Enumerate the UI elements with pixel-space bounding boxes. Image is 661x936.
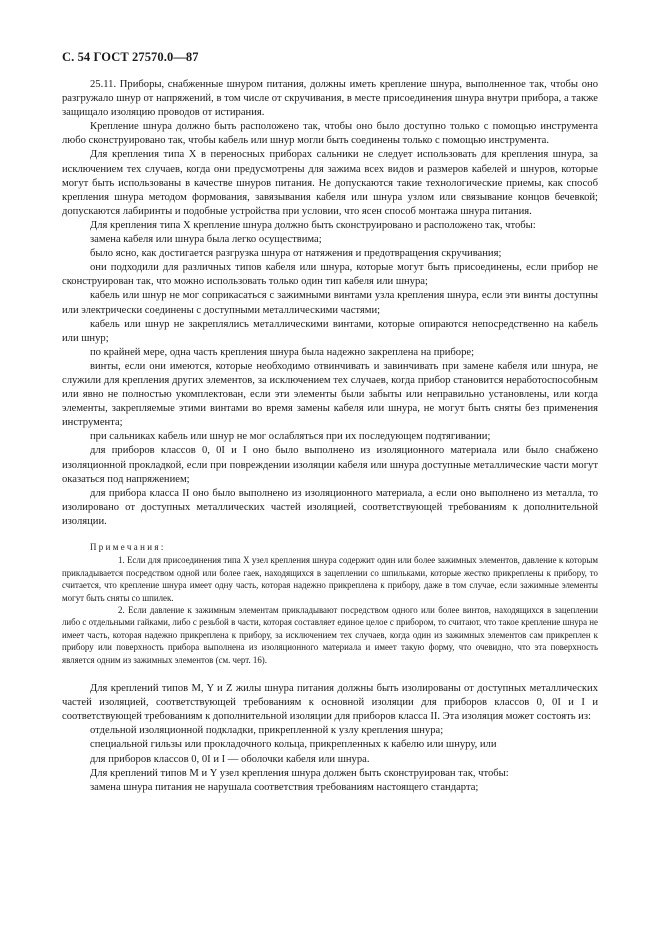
list-item: кабель или шнур не мог соприкасаться с зажимными винтами узла крепления шнура, если эти винты доступны или электрически соединены с доступными металлическими частями; xyxy=(62,290,598,316)
list-item: кабель или шнур не закреплялись металлическими винтами, которые опираются непосредственно на кабель или шнур; xyxy=(62,318,598,344)
list-item: винты, если они имеются, которые необходимо отвинчивать и завинчивать при замене кабеля или шнура, не служили для крепления других элементов, за исключением тех случаев, когда прибор становится неработоспособным или явно не полностью укомплектован, если эти элементы были забыты или неправильно установлены, или когда элементы, закрепляемые этими винтами во время замены кабеля или шнура, не могут быть сняты без применения инструмента; xyxy=(62,360,598,429)
notes-title: Примечания: xyxy=(90,542,166,552)
paragraph: Крепление шнура должно быть расположено так, чтобы оно было доступно только с помощью инструмента любо сконструировано так, чтобы кабель или шнур могли быть соединены только с помощью инструмента. xyxy=(62,121,598,147)
paragraph: Для крепления типа X крепление шнура должно быть сконструировано и расположено так, чтобы: xyxy=(90,219,536,231)
paragraph: Для креплений типов M и Y узел крепления шнура должен быть сконструирован так, чтобы: xyxy=(90,767,509,779)
page-header: С. 54 ГОСТ 27570.0—87 xyxy=(62,50,199,64)
paragraph: Для крепления типа X в переносных приборах сальники не следует использовать для крепления шнура, за исключением тех случаев, когда они предусмотрены для зажима всех видов и размеров кабелей и шнуров, которые могут быть использованы в качестве шнуров питания. Не допускаются такие технологические приемы, как способ крепления шнура методом формования, завязывания кабеля или шнура узлом или связывание концов бечевкой; допускаются лабиринты и подобные устройства при условии, что ясен способ монтажа шнура питания. xyxy=(62,149,598,217)
list-item: при сальниках кабель или шнур не мог ослабляться при их последующем подтягивании; xyxy=(90,431,491,443)
list-item: они подходили для различных типов кабеля или шнура, которые могут быть присоединены, если прибор не сконструирован так, что можно использовать только один тип кабеля или шнура; xyxy=(62,262,598,288)
note-item: 1. Если для присоединения типа X узел крепления шнура содержит один или более зажимных элементов, давление к которым прикладывается посредством одной или более гаек, находящихся в зацеплении со шпильками, которые жестко прикреплены к прибору, то считается, что крепление шнура имеет одну часть, которая надежно прикреплена к прибору, даже в том случае, если зажимные элементы могут быть сняты со шпилек. xyxy=(62,555,598,603)
list-item: по крайней мере, одна часть крепления шнура была надежно закреплена на приборе; xyxy=(90,346,475,358)
list-item: отдельной изоляционной подкладки, прикрепленной к узлу крепления шнура; xyxy=(90,725,444,737)
paragraph: Для креплений типов M, Y и Z жилы шнура питания должны быть изолированы от доступных металлических частей изоляцией, соответствующей требованиям к основной изоляции для приборов классов 0, 0I и I и соответствующей требованиям к дополнительной изоляции для приборов класса II. Эта изоляция может состоять из: xyxy=(62,683,598,723)
note-item: 2. Если давление к зажимным элементам прикладывают посредством одного или более винтов, находящихся в зацеплении либо с отдельными гайками, либо с резьбой в части, которая составляет единое целое с прибором, то считают, что такое крепление шнура не имеет часть, которая надежно прикреплена к прибору, за исключением тех случаев, когда один из зажимных элементов сам прикреплен к прибору или поверхность прибора выполнена из изоляционного материала и имеет такую форму, что очевидно, что эта поверхность является одним из зажимных элементов (см. черт. 16). xyxy=(62,605,598,665)
section-types-myz xyxy=(62,682,598,795)
list-item: специальной гильзы или прокладочного кольца, прикрепленных к кабелю или шнуру, или xyxy=(90,739,497,751)
list-item: для прибора класса II оно было выполнено из изоляционного материала, а если оно выполнено из металла, то изолировано от доступных металлических частей изоляцией, соответствующей требованиям к дополнительной изоляции. xyxy=(62,487,598,527)
paragraph: 25.11. Приборы, снабженные шнуром питания, должны иметь крепление шнура, выполненное так, чтобы оно разгружало шнур от напряжений, в том числе от скручивания, в месте присоединения шнура внутри прибора, а также защищало изоляцию проводов от истирания. xyxy=(62,79,598,119)
list-item: для приборов классов 0, 0I и I оно было выполнено из изоляционного материала или было снабжено изоляционной прокладкой, если при повреждении изоляции кабеля или шнура доступные металлические части могут оказаться под напряжением; xyxy=(62,445,598,485)
notes-block xyxy=(62,541,598,666)
list-item: для приборов классов 0, 0I и I — оболочки кабеля или шнура. xyxy=(90,753,370,765)
list-item: замена кабеля или шнура была легко осуществима; xyxy=(90,234,322,246)
list-item: было ясно, как достигается разгрузка шнура от натяжения и предотвращения скручивания; xyxy=(90,248,502,260)
document-body xyxy=(62,78,598,795)
list-item: замена шнура питания не нарушала соответствия требованиям настоящего стандарта; xyxy=(90,781,479,793)
